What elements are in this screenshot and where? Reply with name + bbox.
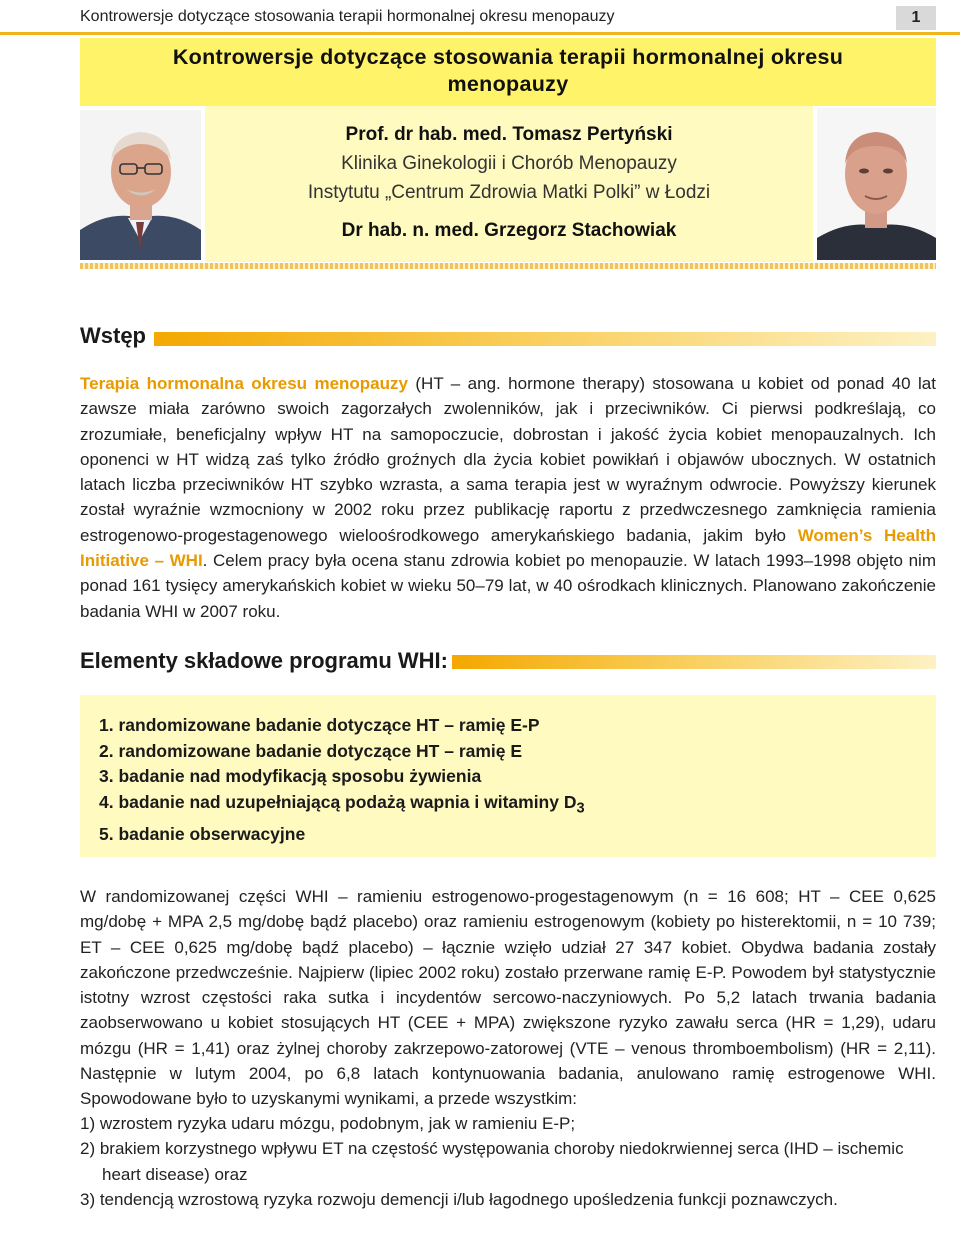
author1-name: Prof. dr hab. med. Tomasz Pertyński bbox=[345, 124, 673, 145]
whi-components-box bbox=[80, 695, 936, 857]
list-item: 2. randomizowane badanie dotyczące HT – ramię E bbox=[99, 740, 523, 761]
running-title: Kontrowersje dotyczące stosowania terapii hormonalnej okresu menopauzy bbox=[80, 8, 615, 25]
whi-components-list bbox=[80, 695, 936, 847]
list-item-text: 4. badanie nad uzupełniającą podażą wapnia i witaminy D bbox=[99, 791, 577, 812]
page-number: 1 bbox=[896, 6, 936, 30]
results-list bbox=[80, 1111, 936, 1212]
author1-affiliation-1: Klinika Ginekologii i Chorób Menopauzy bbox=[341, 153, 677, 174]
author1-block bbox=[205, 120, 813, 207]
whi-highlight: Women’s Health Initiative – WHI bbox=[80, 525, 936, 571]
article-title-box bbox=[80, 38, 936, 106]
header-rule bbox=[0, 32, 960, 35]
intro-paragraph bbox=[80, 371, 936, 624]
article-title-line2: menopauzy bbox=[447, 72, 569, 96]
list-item: 3. badanie nad modyfikacją sposobu żywienia bbox=[99, 766, 482, 786]
section-heading-elements: Elementy składowe programu WHI: bbox=[80, 648, 448, 673]
author1-affiliation-2: Instytutu „Centrum Zdrowia Matki Polki” w Łodzi bbox=[307, 182, 711, 203]
section-heading-intro: Wstęp bbox=[80, 323, 146, 348]
results-list-item: 1) wzrostem ryzyka udaru mózgu, podobnym, jak w ramieniu E-P; bbox=[80, 1114, 576, 1133]
author2-name: Dr hab. n. med. Grzegorz Stachowiak bbox=[341, 220, 677, 241]
list-item: 1. randomizowane badanie dotyczące HT – ramię E-P bbox=[99, 715, 540, 735]
intro-highlight: Terapia hormonalna okresu menopauzy bbox=[80, 374, 408, 393]
list-item bbox=[99, 790, 936, 822]
running-header bbox=[80, 6, 936, 30]
results-paragraph: W randomizowanej części WHI – ramieniu estrogenowo-progestagenowym (n = 16 608; HT – CEE 0,625 mg/dobę + MPA 2,5 mg/dobę bądź placebo) oraz ramieniu estrogenowym (kobiety po histerektomii, n = 10 739; ET – CEE 0,625 mg/dobę bądź placebo) – łącznie wzięło udział 27 347 kobiet. Obydwa badania zostały zakończone przedwcześnie. Najpierw (lipiec 2002 roku) zostało przerwane ramię E-P. Powodem był statystycznie istotny wzrost częstości raka sutka i incydentów sercowo-naczyniowych. Po 5,2 latach trwania badania zaobserwowano u kobiet stosujących HT (CEE + MPA) zwiększone ryzyko zawału serca (HR = 1,29), udaru mózgu (HR = 1,41) oraz żylnej choroby zakrzepowo-zatorowej (VTE – venous thromboembolism) (HR = 2,11). Następnie w lutym 2004, po 6,8 latach kontynuowania badania, anulowano ramię estrogenowe WHI. Spowodowane było to uzyskanymi wynikami, a przede wszystkim: bbox=[80, 887, 936, 1109]
heading-bar-elements bbox=[452, 655, 936, 669]
list-item: 5. badanie obserwacyjne bbox=[99, 823, 306, 844]
dotted-divider bbox=[80, 263, 936, 269]
results-list-item: 2) brakiem korzystnego wpływu ET na częstość występowania choroby niedokrwiennej serca (IHD – ischemic heart disease) oraz bbox=[80, 1139, 904, 1184]
heading-bar-intro bbox=[154, 332, 936, 346]
author-photo-left bbox=[80, 110, 201, 260]
article-title-line1: Kontrowersje dotyczące stosowania terapii hormonalnej okresu bbox=[172, 45, 844, 69]
intro-text-2: . Celem pracy była ocena stanu zdrowia kobiet po menopauzie. W latach 1993–1998 objęto nim ponad 161 tysięcy amerykańskich kobiet w wieku 50–79 lat, w 40 ośrodkach klinicznych. Planowano zakończenie badania WHI w 2007 roku. bbox=[80, 551, 936, 621]
intro-text-1: (HT – ang. hormone therapy) stosowana u kobiet od ponad 40 lat zawsze miała zarówno swoich zagorzałych zwolenników, jak i przeciwników. Ci pierwsi podkreślają, co zrozumiałe, beneficjalny wpływ HT na samopoczucie, dobrostan i jakość życia kobiet menopauzalnych. Ich oponenci w HT widzą zaś tylko źródło groźnych dla życia kobiet powikłań i objawów ubocznych. W ostatnich latach liczba przeciwników HT szybko wzrasta, a sama terapia jest w wyraźnym odwrocie. Powyższy kierunek został wyraźnie wzmocniony w 2002 roku przez publikację raportu z przedwczesnego zamknięcia ramienia estrogenowo-progestagenowego wieloośrodkowego amerykańskiego badania, jakim było bbox=[80, 374, 936, 545]
results-list-item: 3) tendencją wzrostową ryzyka rozwoju demencji i/lub łagodnego upośledzenia funkcji poznawczych. bbox=[80, 1189, 838, 1209]
subscript-3: 3 bbox=[576, 800, 585, 816]
author-photo-right bbox=[817, 108, 936, 260]
